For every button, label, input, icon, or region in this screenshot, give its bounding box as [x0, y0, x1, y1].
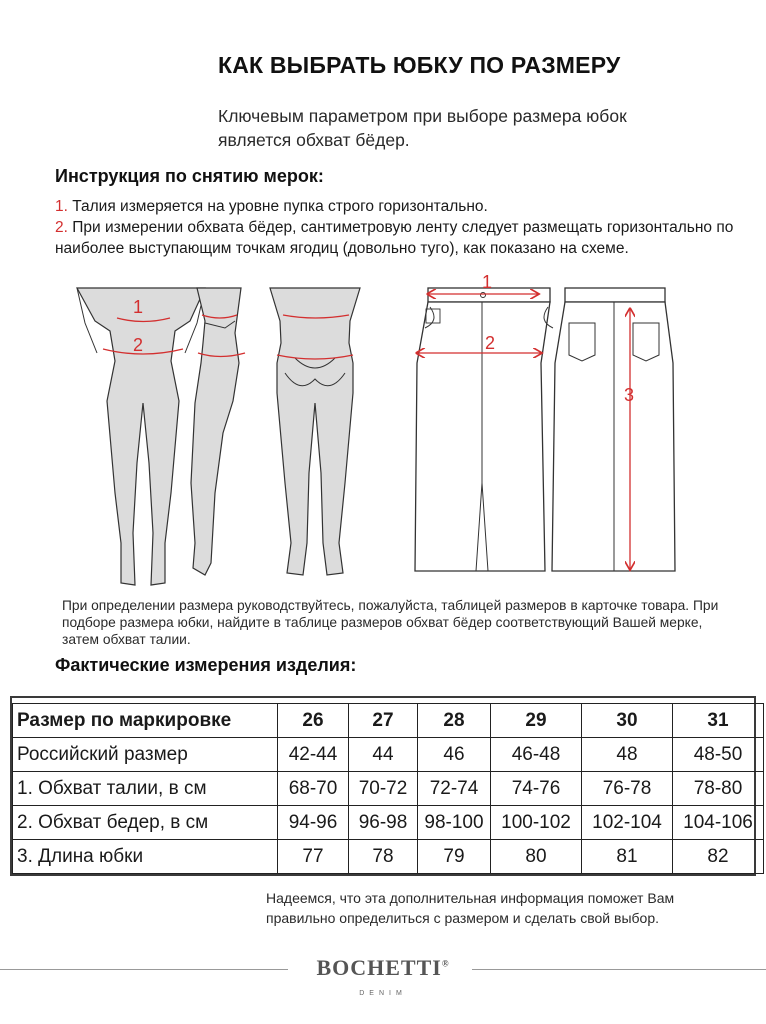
skirt-back-drawing — [552, 288, 675, 571]
table-row-label: Российский размер — [13, 738, 278, 772]
size-note: При определении размера руководствуйтесь, пожалуйста, таблицей размеров в карточке товара. При подборе размера юбки, найдите в таблице размеров обхват бёдер соответствующий Вашей мерке, затем обхват талии. — [62, 598, 719, 647]
table-cell: 104-106 — [673, 806, 764, 840]
table-row — [13, 840, 764, 874]
table-cell: 100-102 — [491, 806, 582, 840]
table-header-cell: 26 — [278, 704, 349, 738]
brand-logo — [300, 955, 466, 981]
body-front-figure — [77, 288, 205, 585]
table-cell: 79 — [418, 840, 491, 874]
page-title: КАК ВЫБРАТЬ ЮБКУ ПО РАЗМЕРУ — [218, 52, 621, 78]
skirt-front-drawing — [415, 288, 553, 571]
table-header-row — [13, 704, 764, 738]
measurement-figures — [55, 272, 755, 595]
table-cell: 96-98 — [349, 806, 418, 840]
table-cell: 44 — [349, 738, 418, 772]
label-length-skirt: 3 — [624, 385, 635, 405]
table-cell: 48-50 — [673, 738, 764, 772]
table-cell: 81 — [582, 840, 673, 874]
instruction-number: 2. — [55, 219, 68, 236]
table-header-cell: 30 — [582, 704, 673, 738]
table-row — [13, 772, 764, 806]
instruction-number: 1. — [55, 198, 68, 215]
table-row-label: 2. Обхват бедер, в см — [13, 806, 278, 840]
table-row-label: 1. Обхват талии, в см — [13, 772, 278, 806]
table-cell: 46 — [418, 738, 491, 772]
label-hips-skirt: 2 — [485, 333, 496, 353]
table-cell: 68-70 — [278, 772, 349, 806]
table-cell: 98-100 — [418, 806, 491, 840]
table-header-cell: 27 — [349, 704, 418, 738]
registered-mark: ® — [441, 958, 450, 969]
label-waist-front: 1 — [133, 297, 144, 317]
table-cell: 46-48 — [491, 738, 582, 772]
table-cell: 74-76 — [491, 772, 582, 806]
table-cell: 94-96 — [278, 806, 349, 840]
table-row — [13, 806, 764, 840]
intro-text: Ключевым параметром при выборе размера юбок является обхват бёдер. — [218, 106, 627, 150]
brand-divider-left — [0, 969, 288, 970]
body-side-figure — [191, 288, 241, 575]
table-cell: 76-78 — [582, 772, 673, 806]
label-waist-skirt: 1 — [482, 272, 493, 292]
body-back-figure — [270, 288, 360, 575]
table-cell: 48 — [582, 738, 673, 772]
table-cell: 80 — [491, 840, 582, 874]
table-header-cell: 28 — [418, 704, 491, 738]
table-cell: 78-80 — [673, 772, 764, 806]
brand-name: BOCHETTI — [316, 955, 442, 980]
table-cell: 102-104 — [582, 806, 673, 840]
table-cell: 70-72 — [349, 772, 418, 806]
instruction-item — [55, 196, 745, 217]
table-header-cell: Размер по маркировке — [13, 704, 278, 738]
label-hips-front: 2 — [133, 335, 144, 355]
table-row-label: 3. Длина юбки — [13, 840, 278, 874]
table-cell: 82 — [673, 840, 764, 874]
instruction-text: При измерении обхвата бёдер, сантиметровую ленту следует размещать горизонтально по наиболее выступающим точкам ягодиц (довольно туго), как показано на схеме. — [55, 219, 734, 257]
table-cell: 72-74 — [418, 772, 491, 806]
size-table — [12, 703, 764, 874]
footer-note: Надеемся, что эта дополнительная информация поможет Вам правильно определиться с размером и сделать свой выбор. — [266, 890, 675, 926]
instructions-list — [55, 196, 745, 259]
measurements-heading: Фактические измерения изделия: — [55, 655, 357, 675]
table-cell: 78 — [349, 840, 418, 874]
table-header-cell: 29 — [491, 704, 582, 738]
instruction-item — [55, 217, 745, 259]
table-cell: 77 — [278, 840, 349, 874]
instruction-text: Талия измеряется на уровне пупка строго горизонтально. — [67, 198, 488, 215]
brand-subtitle: DENIM — [359, 990, 407, 997]
table-row — [13, 738, 764, 772]
table-header-cell: 31 — [673, 704, 764, 738]
brand-divider-right — [472, 969, 766, 970]
instructions-heading: Инструкция по снятию мерок: — [55, 166, 324, 186]
table-cell: 42-44 — [278, 738, 349, 772]
